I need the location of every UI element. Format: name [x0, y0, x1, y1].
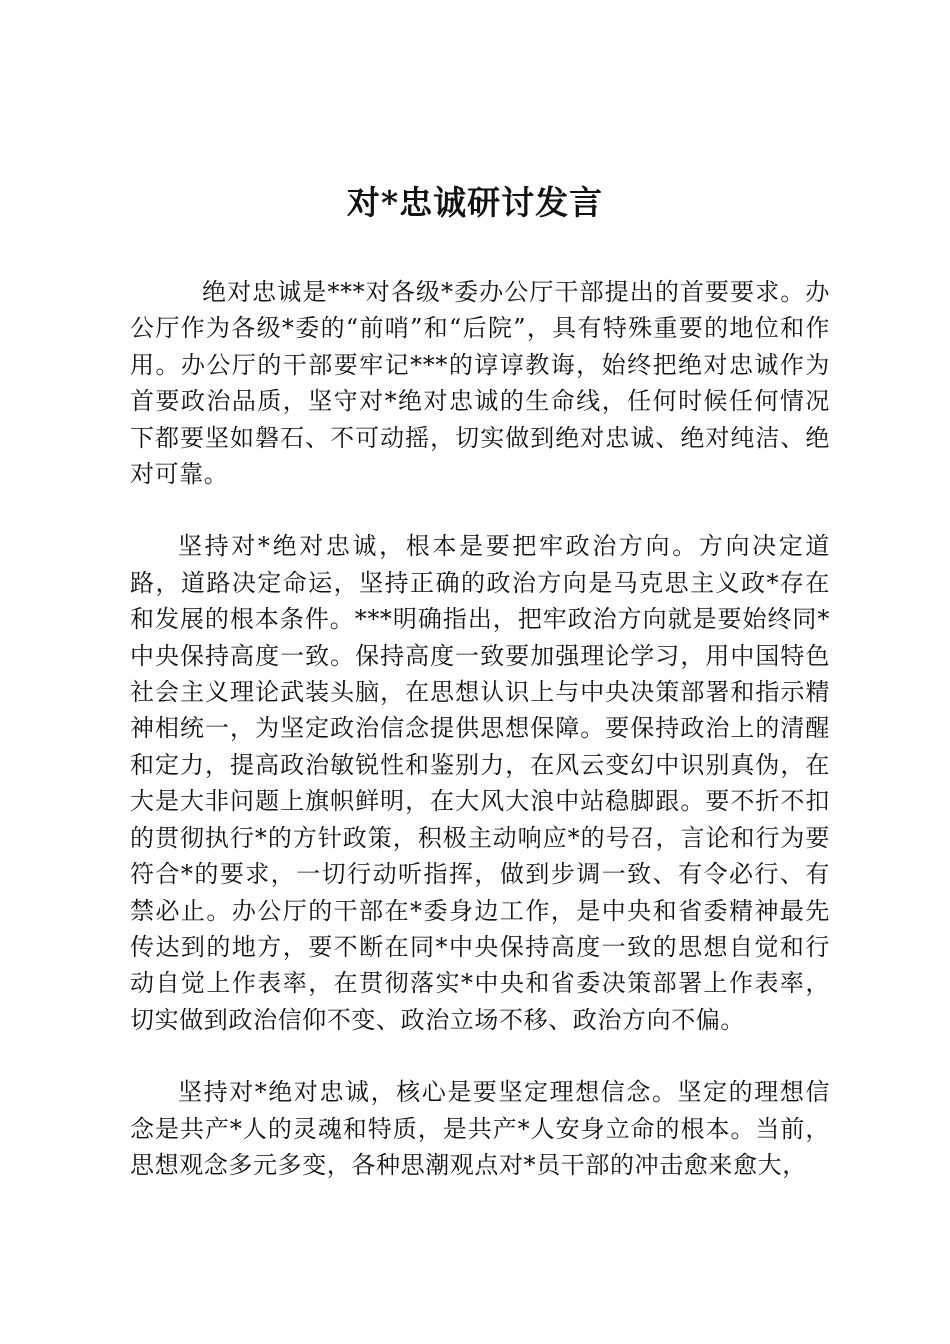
- paragraph-3: 坚持对*绝对忠诚，核心是要坚定理想信念。坚定的理想信念是共产*人的灵魂和特质，是共产*人安身立命的根本。当前，思想观念多元多变，各种思潮观点对*员干部的冲击愈来愈大，: [130, 1078, 830, 1179]
- document-body: [130, 274, 830, 1183]
- document-title: 对*忠诚研讨发言: [346, 183, 604, 222]
- paragraph-1: 绝对忠诚是***对各级*委办公厅干部提出的首要要求。办公厅作为各级*委的“前哨”和“后院”，具有特殊重要的地位和作用。办公厅的干部要牢记***的谆谆教诲，始终把绝对忠诚作为首要政治品质，坚守对*绝对忠诚的生命线，任何时候任何情况下都要坚如磐石、不可动摇，切实做到绝对忠诚、绝对纯洁、绝对可靠。: [130, 278, 830, 489]
- paragraph-2: 坚持对*绝对忠诚，根本是要把牢政治方向。方向决定道路，道路决定命运，坚持正确的政治方向是马克思主义政*存在和发展的根本条件。***明确指出，把牢政治方向就是要始终同*中央保持高度一致。保持高度一致要加强理论学习，用中国特色社会主义理论武装头脑，在思想认识上与中央决策部署和指示精神相统一，为坚定政治信念提供思想保障。要保持政治上的清醒和定力，提高政治敏锐性和鉴别力，在风云变幻中识别真伪，在大是大非问题上旗帜鲜明，在大风大浪中站稳脚跟。要不折不扣的贯彻执行*的方针政策，积极主动响应*的号召，言论和行为要符合*的要求，一切行动听指挥，做到步调一致、有令必行、有禁必止。办公厅的干部在*委身边工作，是中央和省委精神最先传达到的地方，要不断在同*中央保持高度一致的思想自觉和行动自觉上作表率，在贯彻落实*中央和省委决策部署上作表率，切实做到政治信仰不变、政治立场不移、政治方向不偏。: [130, 532, 830, 1034]
